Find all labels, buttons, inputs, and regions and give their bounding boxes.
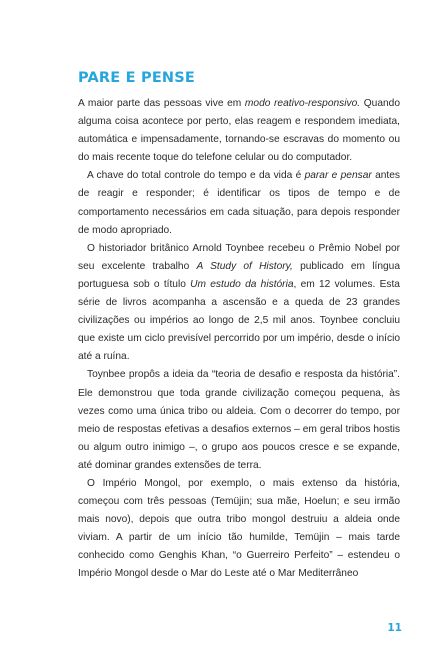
segment: A chave do total controle do tempo e da vida é <box>87 170 305 182</box>
paragraph-4 <box>78 366 400 475</box>
paragraph-2 <box>78 167 400 239</box>
page-number: 11 <box>387 622 402 634</box>
book-title-english: A Study of History, <box>196 260 293 272</box>
paragraph-5 <box>78 475 400 584</box>
segment: Quando alguma coisa acontece por perto, elas reagem e respondem imediata, automática e impensadamente, tornando-se escravas do momento ou do mais recente toque do telefone celular ou do computador. <box>78 98 400 164</box>
segment: O historiador britânico Arnold Toynbee recebeu o Prêmio Nobel por seu excelente trabalho <box>78 242 400 272</box>
segment: A maior parte das pessoas vive em <box>78 98 245 109</box>
paragraph-3 <box>78 240 400 367</box>
body-text <box>78 95 400 584</box>
emphasis-modo-reativo: modo reativo-responsivo. <box>244 98 361 109</box>
segment: O Império Mongol, por exemplo, o mais extenso da história, começou com três pessoas (Temüjin; sua mãe, Hoelun; e seu irmão mais novo), depois que outra tribo mongol destruiu a aldeia onde viviam. A partir de um início tão humilde, Temüjin – mais tarde conhecido como Genghis Khan, “o Guerreiro Perfeito” – estendeu o Império Mongol desde o Mar do Leste até o Mar Mediterrâneo <box>78 477 400 580</box>
segment: , em 12 volumes. Esta série de livros acompanha a ascensão e a queda de 23 grandes civilizações ou impérios ao longo de 2,5 mil anos. Toynbee concluiu que existe um ciclo previsível percorrido por um império, desde o início até a ruína. <box>78 278 400 363</box>
section-heading: PARE E PENSE <box>78 70 196 86</box>
paragraph-1 <box>78 95 400 167</box>
emphasis-parar-e-pensar: parar e pensar <box>304 170 372 182</box>
book-title-portuguese: Um estudo da história <box>190 278 294 290</box>
segment: antes de reagir e responder; é identificar os tipos de tempo e de comportamento necessários em cada situação, para depois responder de modo apropriado. <box>78 170 400 236</box>
segment: Toynbee propôs a ideia da “teoria de desafio e resposta da história”. Ele demonstrou que toda grande civilização começou pequena, às vezes como uma única tribo ou aldeia. Com o decorrer do tempo, por meio de respostas efetivas a desafios externos – em geral tribos hostis ou algum outro inimigo –, o grupo aos poucos cresce e se expande, até dominar grandes extensões de terra. <box>78 369 400 471</box>
segment: publicado em língua portuguesa sob o título <box>78 260 401 290</box>
